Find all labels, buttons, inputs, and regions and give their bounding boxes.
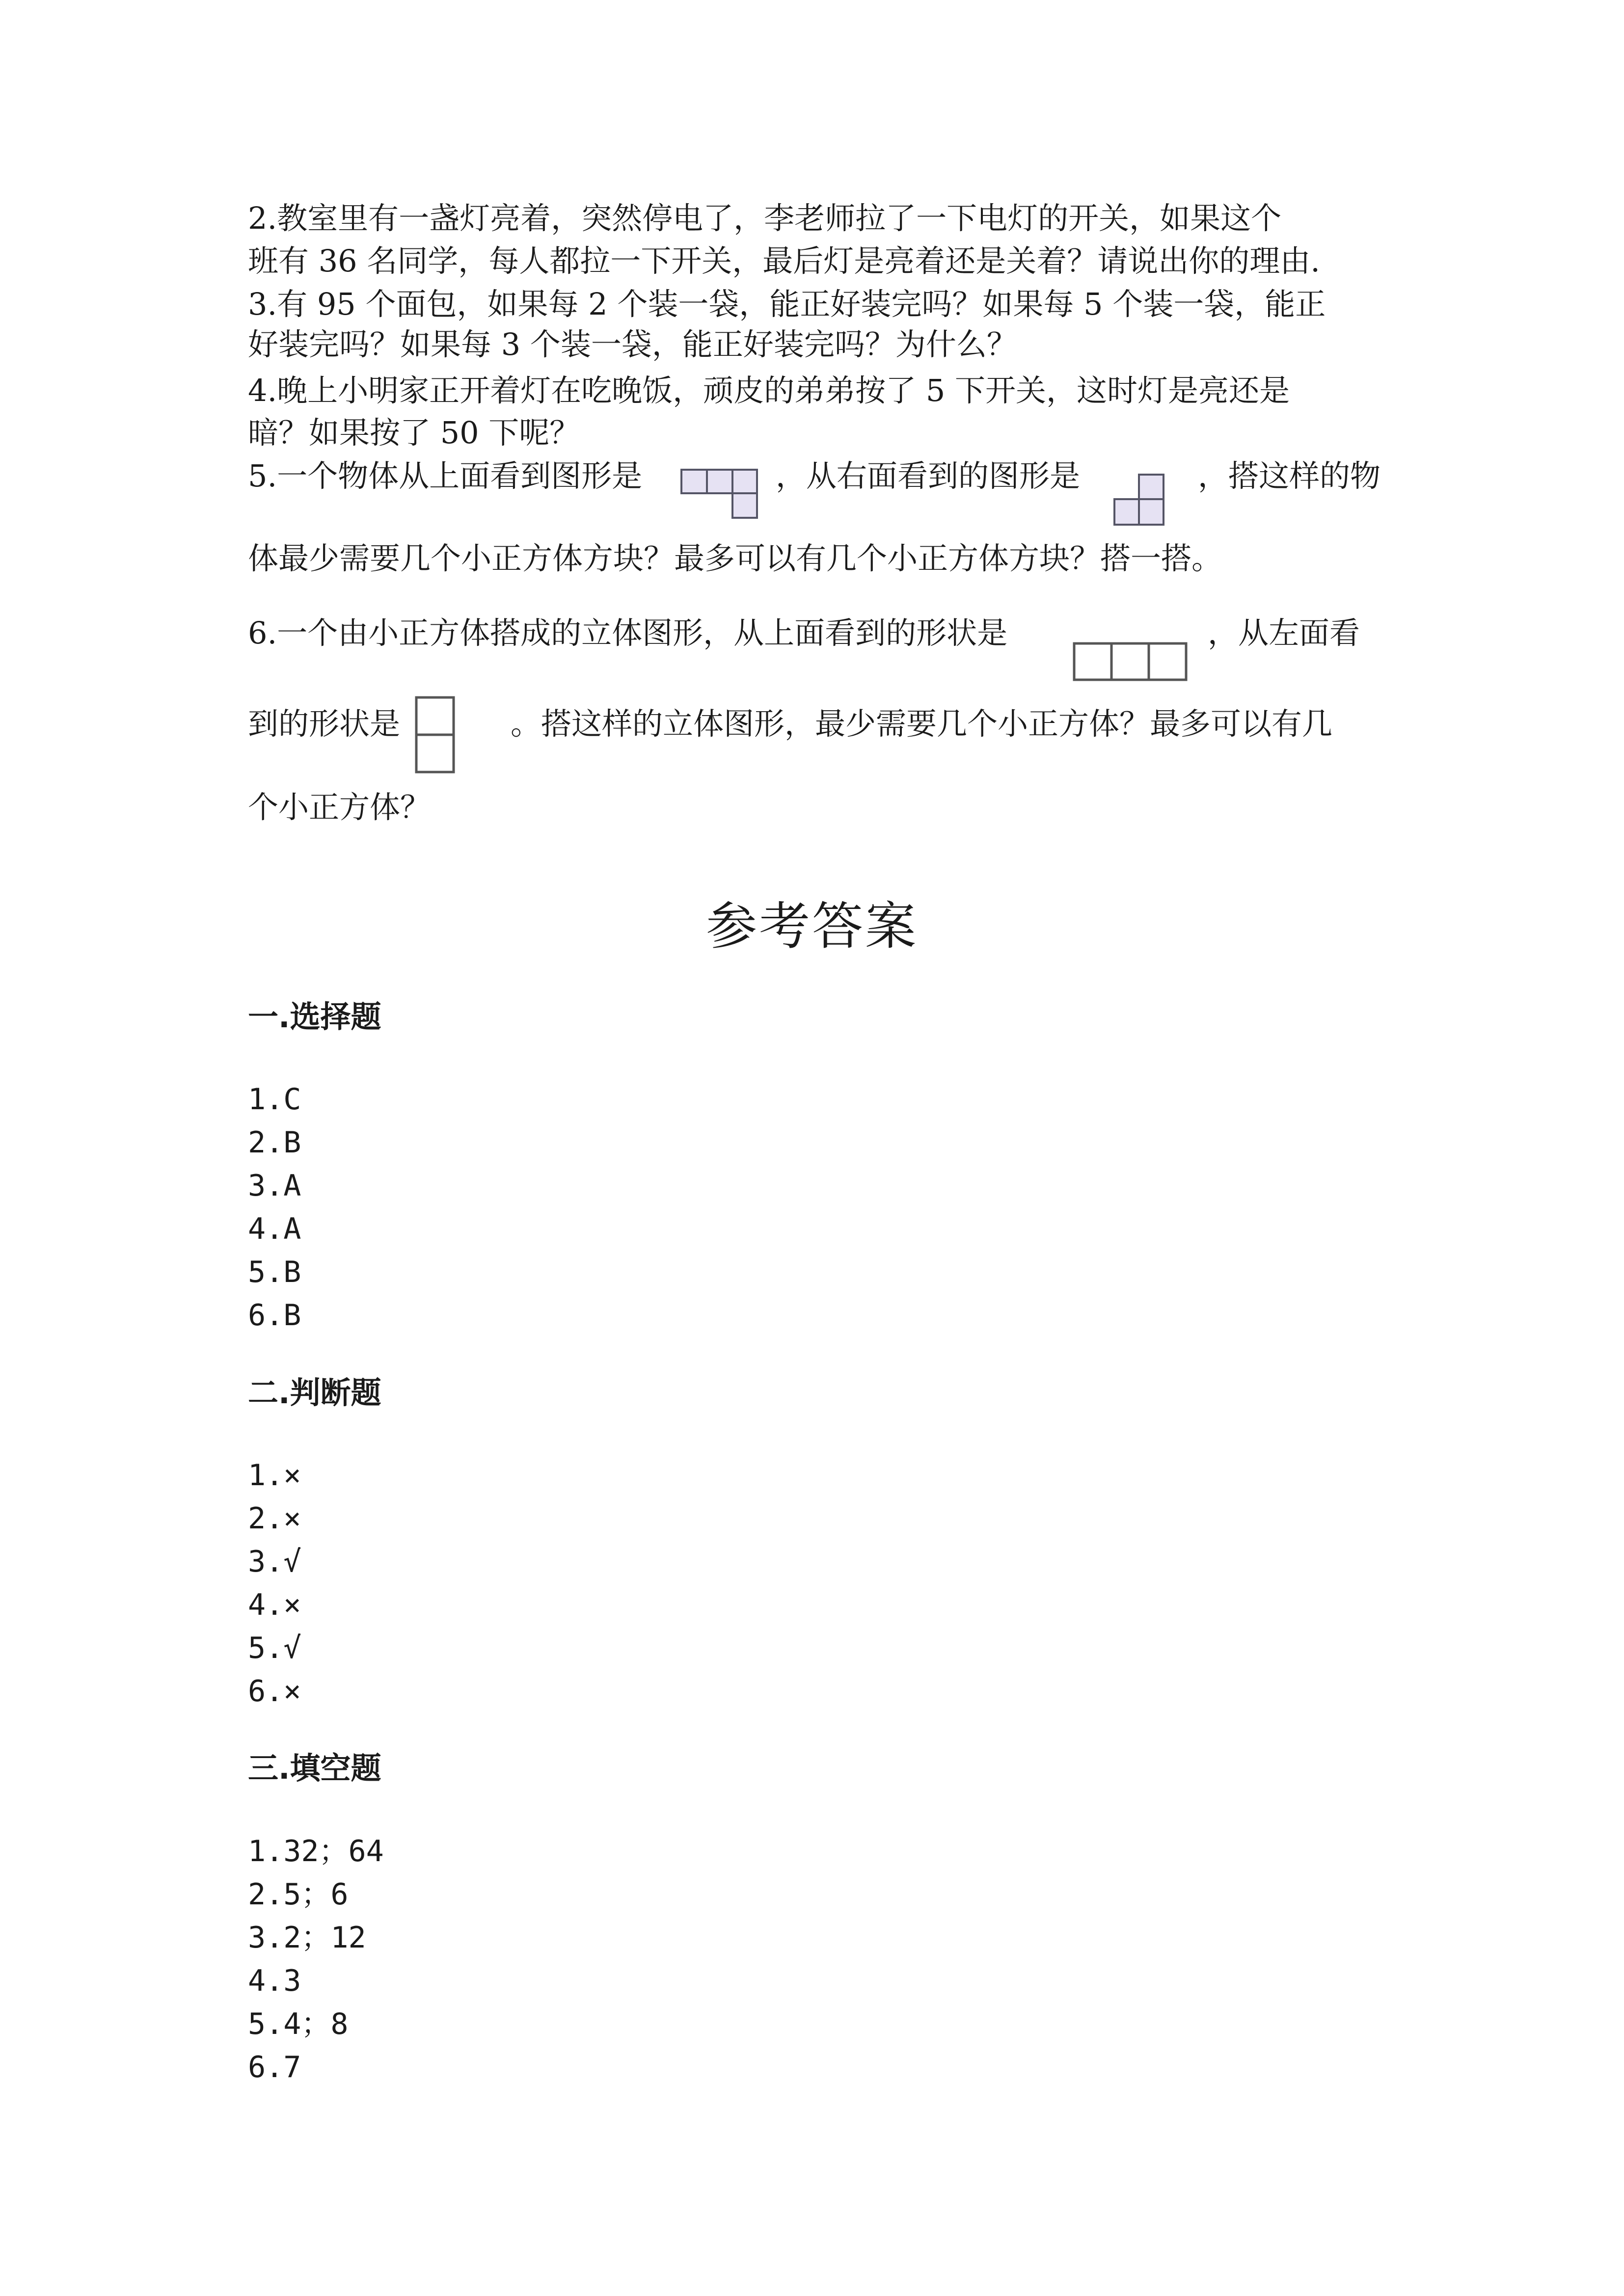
question-4-line-2: 暗？如果按了 50 下呢？ <box>248 415 580 451</box>
question-4-line-1: 4.晚上小明家正开着灯在吃晚饭，顽皮的弟弟按了 5 下开关，这时灯是亮还是 <box>248 373 1290 408</box>
question-3-line-2: 好装完吗？如果每 3 个装一袋，能正好装完吗？为什么？ <box>248 326 1017 362</box>
answer-fill-6: 6.7 <box>248 2050 301 2084</box>
question-6-part-2: ，从左面看 <box>1208 615 1360 651</box>
right-view-figure-q5 <box>1113 474 1165 527</box>
question-6-line-3: 个小正方体？ <box>248 789 431 825</box>
top-view-figure-q6 <box>1073 642 1189 682</box>
answer-key-title: 参考答案 <box>705 896 918 956</box>
answer-choice-6: 6.B <box>248 1298 301 1333</box>
answer-fill-3: 3.2；12 <box>248 1921 366 1955</box>
answer-judgement-2: 2.× <box>248 1501 301 1536</box>
question-2-line-1: 2.教室里有一盏灯亮着，突然停电了，李老师拉了一下电灯的开关，如果这个 <box>248 200 1282 236</box>
answer-judgement-1: 1.× <box>248 1458 301 1493</box>
answer-fill-2: 2.5；6 <box>248 1877 349 1912</box>
left-view-figure-q6 <box>415 696 456 774</box>
answer-choice-3: 3.A <box>248 1169 301 1203</box>
answer-fill-4: 4.3 <box>248 1964 301 1998</box>
top-view-figure-q5 <box>680 469 759 520</box>
question-6-line-2-part-1: 到的形状是 <box>248 706 401 742</box>
answer-fill-1: 1.32；64 <box>248 1834 384 1869</box>
question-5-part-2: ，从右面看到的图形是 <box>776 458 1081 494</box>
answer-choice-2: 2.B <box>248 1125 301 1160</box>
answer-fill-5: 5.4；8 <box>248 2007 349 2041</box>
answer-judgement-3: 3.√ <box>248 1545 301 1579</box>
section-heading-choice: 一.选择题 <box>248 999 381 1035</box>
question-2-line-2: 班有 36 名同学，每人都拉一下开关，最后灯是亮着还是关着？请说出你的理由. <box>248 243 1321 279</box>
question-5-part-1: 5.一个物体从上面看到图形是 <box>248 458 643 494</box>
section-heading-judgement: 二.判断题 <box>248 1375 381 1411</box>
answer-judgement-4: 4.× <box>248 1588 301 1622</box>
section-heading-fill: 三.填空题 <box>248 1750 381 1786</box>
question-5-part-3: ，搭这样的物 <box>1198 458 1381 494</box>
answer-choice-4: 4.A <box>248 1212 301 1246</box>
question-3-line-1: 3.有 95 个面包，如果每 2 个装一袋，能正好装完吗？如果每 5 个装一袋，能正 <box>248 286 1326 322</box>
question-5-line-2: 体最少需要几个小正方体方块？最多可以有几个小正方体方块？搭一搭。 <box>248 540 1222 576</box>
answer-judgement-5: 5.√ <box>248 1631 301 1665</box>
question-6-part-1: 6.一个由小正方体搭成的立体图形，从上面看到的形状是 <box>248 615 1008 651</box>
answer-choice-1: 1.C <box>248 1082 301 1117</box>
question-6-line-2-part-2: 。搭这样的立体图形，最少需要几个小正方体？最多可以有几 <box>511 706 1333 742</box>
answer-choice-5: 5.B <box>248 1255 301 1289</box>
answer-judgement-6: 6.× <box>248 1674 301 1709</box>
